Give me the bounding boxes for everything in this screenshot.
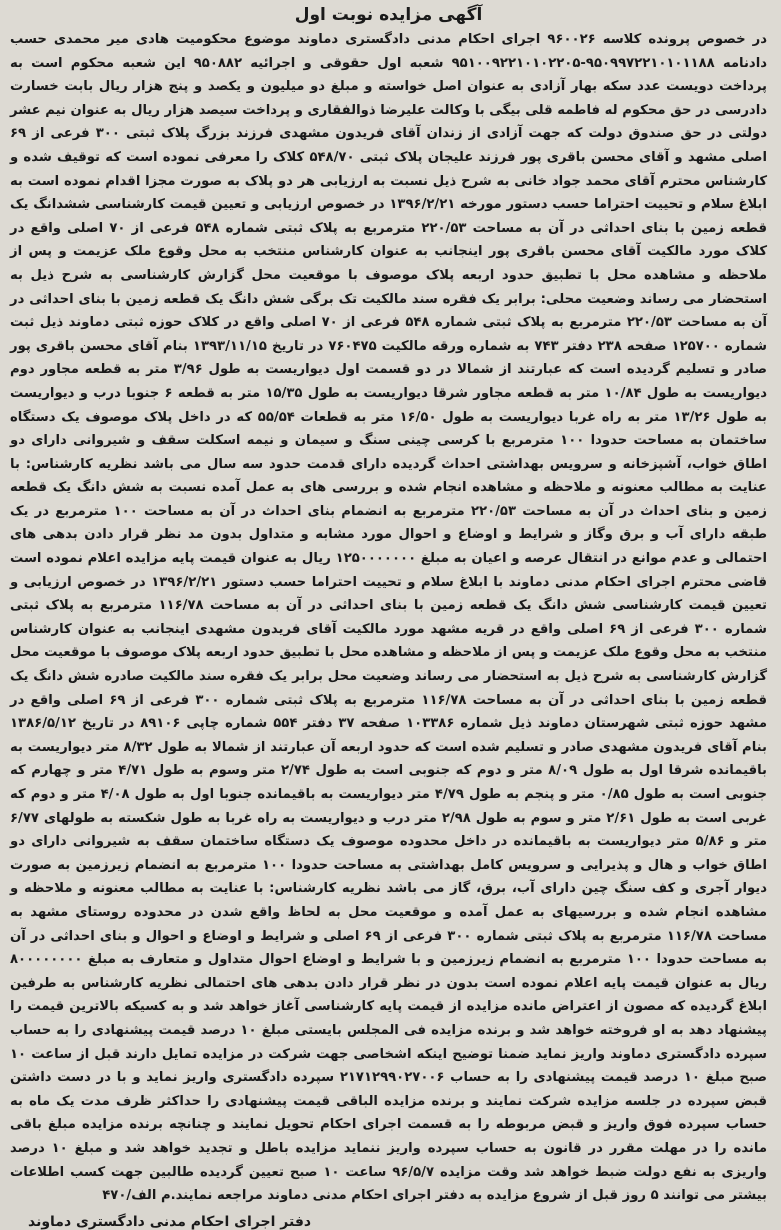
notice-title: آگهی مزایده نوبت اول bbox=[294, 5, 483, 25]
notice-signature: دفتر اجرای احکام مدنی دادگستری دماوند bbox=[28, 1213, 312, 1230]
notice-body: در خصوص پرونده کلاسه ۹۶۰۰۲۶ اجرای احکام مدنی دادگستری دماوند موضوع محکومیت هادی میر محمدی حسب دادنامه ۹۵۰۹۹۷۲۲۱۰۱۰۱۱۸۸-۹۵۱۰۰۹۲۲۱۰۱۰۲۲۰۵ شعبه اول حقوقی و اجرائیه ۹۵۰۸۸۲ این شعبه محکوم است به پرداخت دویست عدد سکه بهار آزادی به عنوان اصل خواسته و مبلغ دو میلیون و یکصد و پنج هزار ریال بابت خسارت دادرسی در حق محکوم له فاطمه قلی بیگی با وکالت علیرضا ذوالفقاری و پرداخت سیصد هزار ریال به عنوان نیم عشر دولتی در حق صندوق دولت که جهت آزادی از زندان آقای فریدون مشهدی فرزند بزرگ پلاک ثبتی ۳۰۰ فرعی از ۶۹ اصلی مشهد و آقای محسن باقری پور فرزند علیجان پلاک ثبتی ۵۴۸/۷۰ کلاک را معرفی نموده است که توقیف شده و کارشناس محترم آقای محمد جواد خانی به شرح ذیل نسبت به ارزیابی هر دو پلاک به صورت مجزا اقدام نموده است به ابلاغ سلام و تحییت احتراما حسب دستور مورخه ۱۳۹۶/۲/۲۱ در خصوص ارزیابی و تعیین قیمت کارشناسی ششدانگ یک قطعه زمین با بنای احداثی در آن به مساحت ۲۲۰/۵۳ مترمربع به پلاک ثبتی شماره ۵۴۸ فرعی از ۷۰ اصلی واقع در کلاک مورد مالکیت آقای محسن باقری پور اینجانب به عنوان کارشناس منتخب به محل وقوع ملک عزیمت و پس از ملاحظه و مشاهده محل با تطبیق حدود اربعه پلاک موصوف با موقعیت محل گزارش کارشناسی به شرح ذیل به استحضار می رساند وضعیت محلی: برابر یک فقره سند مالکیت تک برگی شش دانگ یک قطعه زمین با بنای احداثی در آن به مساحت ۲۲۰/۵۳ مترمربع به پلاک ثبتی شماره ۵۴۸ فرعی از ۷۰ اصلی واقع در کلاک حوزه ثبتی دماوند ذیل ثبت شماره ۱۲۵۷۰۰ صفحه ۲۳۸ دفتر ۷۴۳ به شماره ورقه مالکیت ۷۶۰۴۷۵ در تاریخ ۱۳۹۳/۱۱/۱۵ بنام آقای محسن باقری پور صادر و تسلیم گردیده است که عبارتند از شمالا در دو قسمت اول دیواریست به طول ۳/۹۶ متر به قطعه مجاور دوم دیواریست به طول ۱۰/۸۴ متر به قطعه مجاور شرقا دیواریست به طول ۱۵/۳۵ متر به قطعه ۶ جنوبا درب و دیواریست به طول ۱۳/۲۶ متر به راه غربا دیواریست به طول ۱۶/۵۰ متر به قطعات ۵۵/۵۴ که در داخل پلاک موصوف یک دستگاه ساختمان به مساحت حدودا ۱۰۰ مترمربع با کرسی چینی سنگ و سیمان و نیمه اسکلت سقف و شیروانی دارای دو اطاق خواب، آشپزخانه و سرویس بهداشتی احداث گردیده دارای قدمت حدود سه سال می باشد نظریه کارشناس: با عنایت به مطالب معنونه و ملاحظه و مشاهده انجام شده و بررسی های به عمل آمده نسبت به شش دانگ یک قطعه زمین و بنای احداث در آن به مساحت ۲۲۰/۵۳ مترمربع به انضمام بنای احداث در آن به مساحت ۱۰۰ مترمربع در یک طبقه دارای آب و برق وگاز و شرایط و اوضاع و احوال مورد مشابه و متداول بدون مد نظر قرار دادن بدهی های احتمالی و عدم موانع در انتقال عرصه و اعیان به مبلغ ۱۲۵۰۰۰۰۰۰۰ ریال به عنوان قیمت پایه مزایده اعلام نموده است قاضی محترم اجرای احکام مدنی دماوند با ابلاغ سلام و تحییت احتراما حسب دستور ۱۳۹۶/۲/۲۱ در خصوص ارزیابی و تعیین قیمت کارشناسی شش دانگ یک قطعه زمین با بنای احداثی در آن به مساحت ۱۱۶/۷۸ مترمربع به پلاک ثبتی شماره ۳۰۰ فرعی از ۶۹ اصلی واقع در قریه مشهد مورد مالکیت آقای فریدون مشهدی اینجانب به عنوان کارشناس منتخب به محل وقوع ملک عزیمت و پس از ملاحظه و مشاهده محل با تطبیق حدود اربعه پلاک موصوف با موقعیت محل گزارش کارشناسی به شرح ذیل به استحضار می رساند وضعیت محل برابر یک فقره سند مالکیت صادره شش دانگ یک قطعه زمین با بنای احداثی در آن به مساحت ۱۱۶/۷۸ مترمربع به پلاک ثبتی شماره ۳۰۰ فرعی از ۶۹ اصلی واقع در مشهد حوزه ثبتی شهرستان دماوند ذیل شماره ۱۰۳۳۸۶ صفحه ۳۷ دفتر ۵۵۴ شماره چاپی ۸۹۱۰۶ در تاریخ ۱۳۸۶/۵/۱۲ بنام آقای فریدون مشهدی صادر و تسلیم شده است که حدود اربعه آن عبارتند از شمالا به طول ۸/۳۲ متر دیواریست به باقیمانده شرقا اول به طول ۸/۰۹ متر و دوم که جنوبی است به طول ۲/۷۴ متر وسوم به طول ۴/۷۱ متر و چهارم که جنوبی است به طول ۰/۸۵ متر و پنجم به طول ۴/۷۹ متر دیواریست به باقیمانده جنوبا اول به طول ۴/۰۸ متر و دوم که غربی است به طول ۲/۶۱ متر و سوم به طول ۲/۹۸ متر درب و دیواریست به راه غربا به طول شکسته به طولهای ۶/۷۷ متر و ۵/۸۶ متر دیواریست به باقیمانده در داخل محدوده موصوف یک دستگاه ساختمان سقف به شیروانی دارای دو اطاق خواب و هال و پذیرایی و سرویس کامل بهداشتی به مساحت حدودا ۱۰۰ مترمربع به انضمام زیرزمین به صورت دیوار آجری و کف سنگ چین دارای آب، برق، گاز می باشد نظریه کارشناس: با عنایت به مطالب معنونه و ملاحظه و مشاهده انجام شده و بررسیهای به عمل آمده و موقعیت محل به لحاظ واقع شدن در محدوده روستای مشهد به مساحت ۱۱۶/۷۸ مترمربع به پلاک ثبتی شماره ۳۰۰ فرعی از ۶۹ اصلی و شرایط و اوضاع و احوال و بنای احداثی در آن به مساحت حدودا ۱۰۰ مترمربع به انضمام زیرزمین و با شرایط و اوضاع احوال متداول و متعارف به مبلغ ۸۰۰۰۰۰۰۰۰ ریال به عنوان قیمت پایه اعلام نموده است بدون در نظر قرار دادن بدهی های احتمالی نظریه کارشناس به طرفین ابلاغ گردیده که مصون از اعتراض مانده مزایده از قیمت پایه کارشناسی آغاز خواهد شد و به کسیکه بالاترین قیمت را پیشنهاد دهد به او فروخته خواهد شد و برنده مزایده فی المجلس بایستی مبلغ ۱۰ درصد قیمت پیشنهادی را به حساب سپرده دادگستری دماوند واریز نماید ضمنا توضیح اینکه اشخاصی جهت شرکت در مزایده تمایل دارند قبل از ساعت ۱۰ صبح مبلغ ۱۰ درصد قیمت پیشنهادی را به حساب ۲۱۷۱۲۹۹۰۲۷۰۰۶ سپرده دادگستری واریز نماید و با در دست داشتن قبض سپرده در جلسه مزایده شرکت نمایند و برنده مزایده الباقی قیمت پیشنهادی را حداکثر ظرف مدت یک ماه به حساب سپرده فوق واریز و قبض مربوطه را به قسمت اجرای احکام تحویل نمایند و چنانچه برنده مزایده مبلغ باقی مانده را در مهلت مقرر در قانون به حساب سپرده واریز ننماید مزایده باطل و تجدید خواهد شد و مبلغ ۱۰ درصد واریزی به نفع دولت ضبط خواهد شد وقت مزایده ۹۶/۵/۷ ساعت ۱۰ صبح تعیین گردیده طالبین جهت کسب اطلاعات بیشتر می توانند ۵ روز قبل از شروع مزایده به دفتر اجرای احکام مدنی دماوند مراجعه نمایند.م الف/۴۷۰ bbox=[10, 32, 768, 1204]
